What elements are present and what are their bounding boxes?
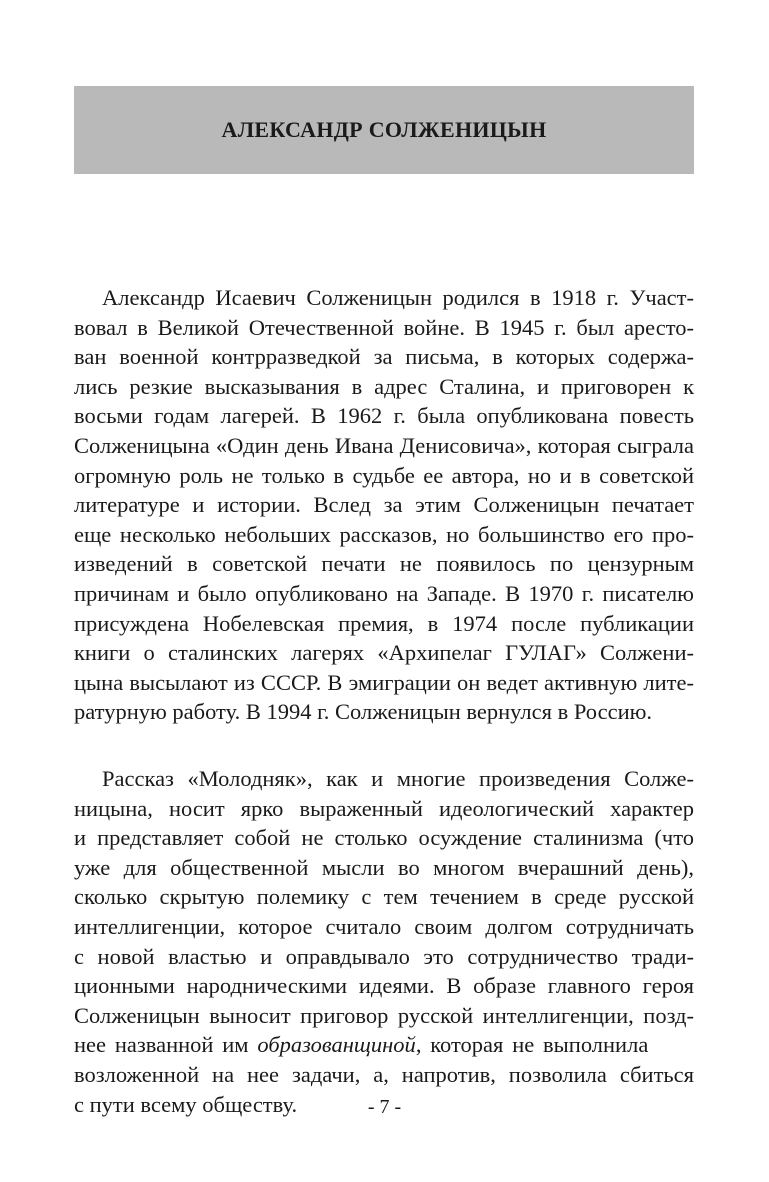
- paragraph-line: интеллигенции, которое считало своим долгом сотрудничать: [74, 913, 694, 939]
- text-fragment: , которая не выполнила: [415, 1032, 649, 1058]
- paragraph-line: и представляет собой не столько осуждение сталинизма (что: [74, 825, 694, 851]
- paragraph-line: ван военной контрразведкой за письма, в которых содержа-: [74, 344, 694, 370]
- paragraph-line: вовал в Великой Отечественной войне. В 1945 г. был аресто-: [74, 314, 694, 340]
- paragraph-line: литературе и истории. Вслед за этим Солженицын печатает: [74, 492, 694, 518]
- paragraph-line: причинам и было опубликовано на Западе. В 1970 г. писателю: [74, 580, 694, 606]
- paragraph-line: Рассказ «Молодняк», как и многие произведения Солже-: [102, 766, 694, 791]
- text-fragment: нее названной им: [74, 1032, 258, 1058]
- chapter-title: АЛЕКСАНДР СОЛЖЕНИЦЫН: [221, 117, 547, 142]
- paragraph-line: еще несколько небольших рассказов, но большинство его про-: [74, 521, 694, 547]
- paragraph-line: присуждена Нобелевская премия, в 1974 после публикации: [74, 610, 694, 636]
- paragraph-line: сколько скрытую полемику с тем течением в среде русской: [74, 884, 694, 910]
- header-band: [74, 86, 694, 174]
- paragraph-line: с новой властью и оправдывало это сотрудничество тради-: [74, 943, 694, 969]
- paragraph-line: с пути всему обществу.: [74, 1091, 298, 1117]
- paragraph-line: ницына, носит ярко выраженный идеологический характер: [74, 795, 694, 821]
- paragraph-line-with-italic: [74, 1030, 694, 1060]
- paragraph-line: Александр Исаевич Солженицын родился в 1918 г. Участ-: [102, 285, 694, 310]
- paragraph-line: Солженицына «Один день Ивана Денисовича», которая сыграла: [74, 432, 694, 458]
- paragraph-line: огромную роль не только в судьбе ее автора, но и в советской: [74, 462, 694, 488]
- paragraph-line: возложенной на нее задачи, а, напротив, позволила сбиться: [74, 1061, 694, 1087]
- paragraph-line: Солженицын выносит приговор русской интеллигенции, позд-: [74, 1002, 694, 1028]
- paragraph-line: ратурную работу. В 1994 г. Солженицын вернулся в Россию.: [74, 699, 653, 725]
- paragraph-line: лись резкие высказывания в адрес Сталина, и приговорен к: [74, 373, 694, 399]
- italic-term: образованщиной: [257, 1032, 416, 1058]
- paragraph-line: книги о сталинских лагерях «Архипелаг ГУЛАГ» Солжени-: [74, 640, 694, 666]
- paragraph-line: уже для общественной мысли во многом вчерашний день),: [74, 854, 694, 880]
- paragraph-2: [74, 764, 694, 1119]
- paragraph-line: цына высылают из СССР. В эмиграции он ведет активную лите-: [74, 669, 694, 695]
- paragraph-1: [74, 283, 694, 727]
- paragraph-line: ционными народническими идеями. В образе главного героя: [74, 973, 694, 999]
- page-number: - 7 -: [367, 1096, 402, 1118]
- paragraph-line: изведений в советской печати не появилось по цензурным: [74, 551, 694, 577]
- paragraph-line: восьми годам лагерей. В 1962 г. была опубликована повесть: [74, 403, 694, 429]
